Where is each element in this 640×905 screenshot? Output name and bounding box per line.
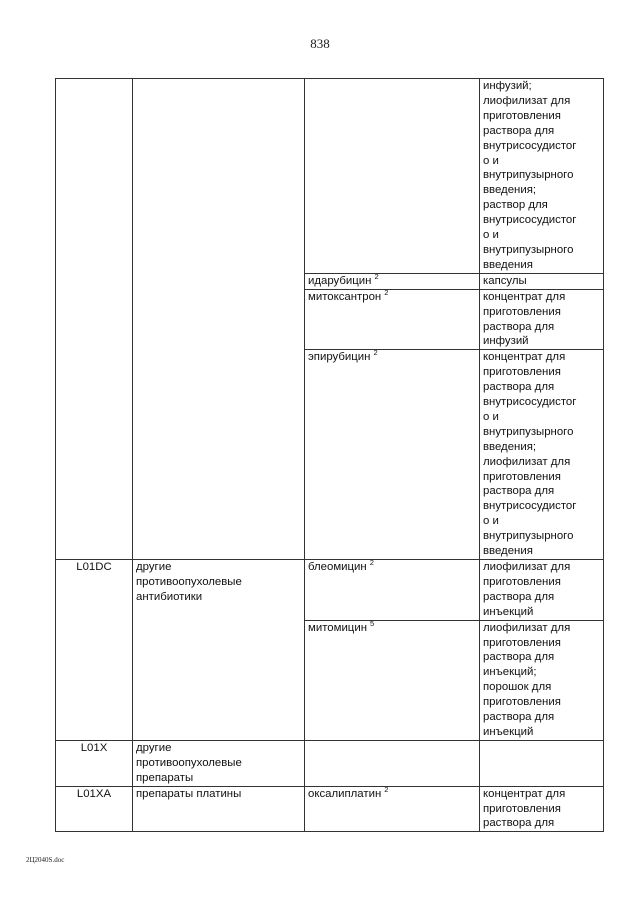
dosage-form-cell: концентрат для приготовления раствора для [480,786,604,832]
table-row [56,79,604,274]
drug-name-cell [305,786,480,832]
drug-name-cell [305,289,480,350]
footnote-ref: 2 [373,348,378,358]
dosage-form-cell: лиофилизат для приготовления раствора для инъекций [480,560,604,621]
drug-name-cell [305,273,480,289]
drug-name: блеомицин [308,561,367,573]
table-row [56,786,604,832]
dosage-form-cell: концентрат для приготовления раствора для внутрисосудистог о и внутрипузырного введения; лиофилизат для приготовления раствора для внутрисосудистог о и внутрипузырного введения [480,350,604,560]
group-cell: препараты платины [133,786,305,832]
drug-name-cell [305,79,480,274]
drug-table [55,78,604,832]
group-cell: другие противоопухолевые препараты [133,740,305,786]
atc-code-cell: L01DC [56,560,133,741]
footnote-ref: 2 [384,784,389,794]
drug-name: митомицин [308,621,367,634]
table-row [56,560,604,621]
atc-code-cell: L01XA [56,786,133,832]
drug-name-cell [305,620,480,740]
drug-name: эпирубицин [308,351,371,364]
drug-name-cell [305,350,480,560]
dosage-form-cell: лиофилизат для приготовления раствора для инъекций; порошок для приготовления раствора для инъекций [480,620,604,740]
drug-name: митоксантрон [308,290,382,303]
dosage-form-cell [480,740,604,786]
drug-name-cell [305,560,480,621]
footer-filename: 2Ц2040S.doc [26,856,65,864]
footnote-ref: 2 [369,558,374,567]
dosage-form-cell: концентрат для приготовления раствора для инфузий [480,289,604,350]
dosage-form-cell: капсулы [480,273,604,289]
footnote-ref: 5 [370,618,375,628]
footnote-ref: 2 [384,287,389,297]
dosage-form-cell: инфузий; лиофилизат для приготовления раствора для внутрисосудистог о и внутрипузырного введения; раствор для внутрисосудистог о и внутрипузырного введения [480,79,604,274]
table-row [56,740,604,786]
group-cell [133,79,305,560]
drug-name: идарубицин [308,274,372,287]
group-cell: другие противоопухолевые антибиотики [133,560,305,741]
atc-code-cell: L01X [56,740,133,786]
page-number: 838 [310,36,330,51]
drug-name-cell [305,740,480,786]
footnote-ref: 2 [374,271,379,281]
drug-name: оксалиплатин [308,787,382,800]
atc-code-cell [56,79,133,560]
